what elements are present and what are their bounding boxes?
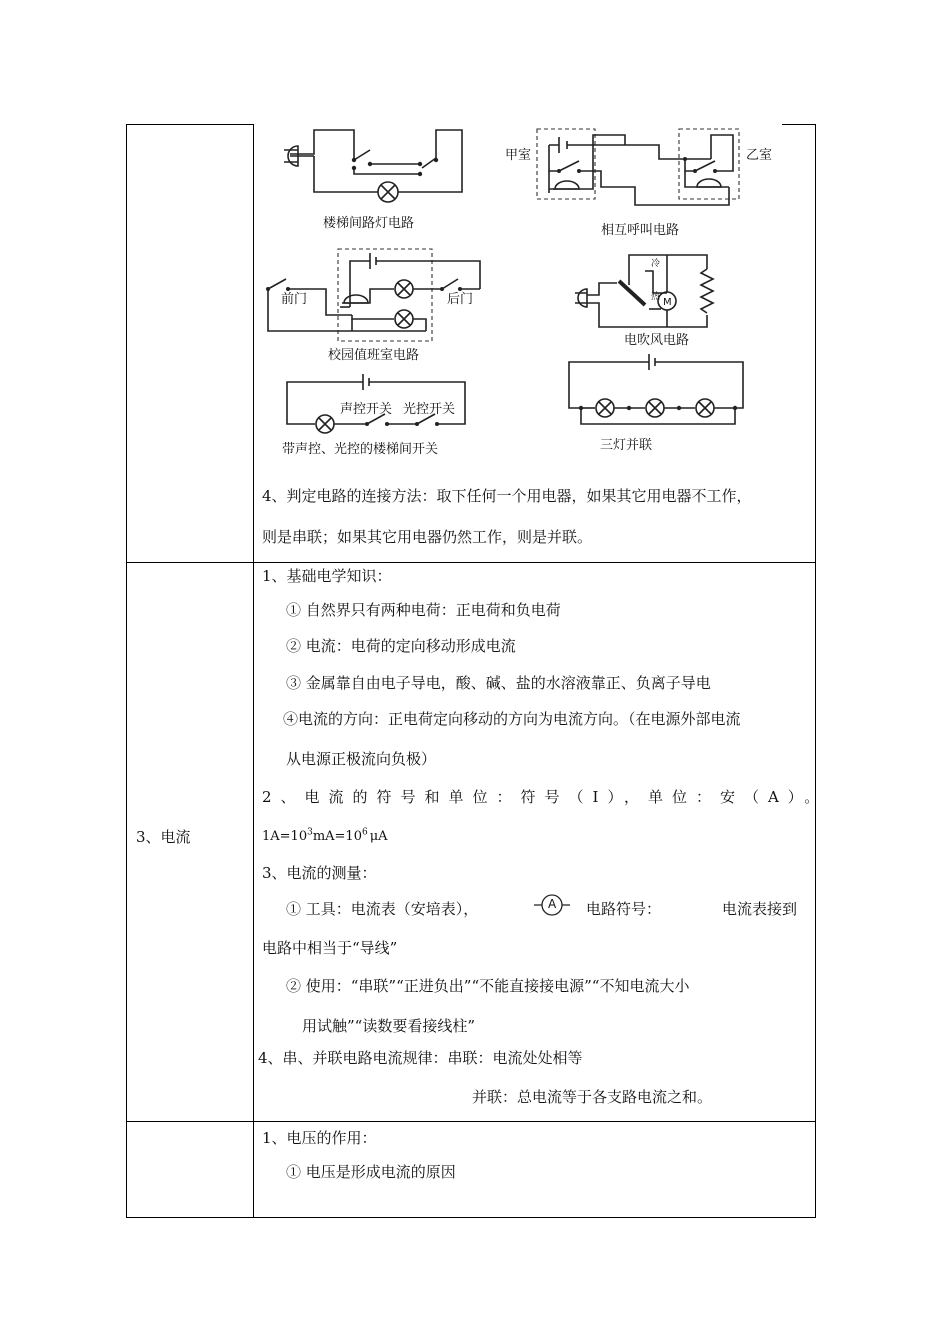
voltage-role-heading: 1、电压的作用： [262,1129,377,1147]
hair-dryer-circuit-diagram [567,253,717,333]
dryer-cold-label: 冷 [651,259,661,269]
hair-dryer-caption: 电吹风电路 [624,333,690,348]
basic-knowledge-item-4b: 从电源正极流向负极） [286,750,437,768]
current-measurement-heading: 3、电流的测量： [262,864,377,882]
dryer-hot-label: 热 [651,292,661,302]
three-parallel-caption: 三灯并联 [600,438,653,453]
basic-knowledge-item-1: ① 自然界只有两种电荷：正电荷和负电荷 [286,601,561,619]
conversion-part-1: 1A=10 [262,829,308,844]
current-unit-conversion [262,827,388,847]
table-border-right [815,124,816,1218]
conversion-part-3: μA [369,829,388,844]
measurement-like-wire: 电路中相当于“导线” [262,939,398,957]
campus-duty-caption: 校园值班室电路 [328,348,420,363]
sound-switch-label: 声控开关 [340,402,393,417]
measurement-ammeter-connect: 电流表接到 [722,900,798,918]
table-border-left [126,124,127,1218]
current-rule-series: 4、串、并联电路电流规律：串联：电流处处相等 [258,1049,583,1067]
row-divider-1 [126,562,816,563]
row-divider-2 [126,1121,816,1122]
basic-knowledge-item-4a: ④电流的方向：正电荷定向移动的方向为电流方向。（在电源外部电流 [283,710,741,728]
rule4-line1: 4、判定电路的连接方法：取下任何一个用电器，如果其它用电器不工作， [262,487,752,505]
rule4-line2: 则是串联；如果其它用电器仍然工作，则是并联。 [262,528,593,546]
row-label-current: 3、电流 [136,828,191,846]
stair-light-circuit-diagram [270,128,470,218]
dryer-motor-label: M [663,297,672,308]
measurement-circuit-symbol: 电路符号： [586,900,662,918]
front-door-label: 前门 [281,292,308,307]
table-column-divider [253,124,254,1218]
basic-knowledge-item-3: ③ 金属靠自由电子导电，酸、碱、盐的水溶液靠正、负离子导电 [286,674,711,692]
basic-knowledge-heading: 1、基础电学知识： [262,567,392,585]
measurement-tool: ① 工具：电流表（安培表）， [286,900,479,918]
voltage-role-item-1: ① 电压是形成电流的原因 [286,1163,456,1181]
three-lamps-parallel-diagram [567,352,747,432]
ammeter-symbol-letter: A [548,897,557,911]
room-b-label: 乙室 [746,148,773,163]
sound-light-caption: 带声控、光控的楼梯间开关 [282,442,439,457]
room-call-circuit-diagram [535,127,745,215]
table-border-top-left [126,124,254,125]
table-border-top-right [782,124,816,125]
stair-light-caption: 楼梯间路灯电路 [323,216,415,231]
measurement-usage-a: ② 使用：“串联”“正进负出”“不能直接接电源”“不知电流大小 [286,977,690,995]
basic-knowledge-item-2: ② 电流：电荷的定向移动形成电流 [286,637,516,655]
current-rule-parallel: 并联：总电流等于各支路电流之和。 [472,1088,713,1106]
room-call-caption: 相互呼叫电路 [601,223,680,238]
conversion-exp-2: 6 [361,827,368,838]
current-symbol-unit: 2、电流的符号和单位：符号（I），单位：安（A）。 [262,788,829,806]
conversion-part-2: mA=10 [312,829,362,844]
room-a-label: 甲室 [505,148,532,163]
table-border-bottom [126,1217,816,1218]
back-door-label: 后门 [447,292,474,307]
measurement-usage-b: 用试触”“读数要看接线柱” [302,1017,476,1035]
light-switch-label: 光控开关 [403,402,456,417]
conversion-exp-1: 3 [307,827,313,838]
